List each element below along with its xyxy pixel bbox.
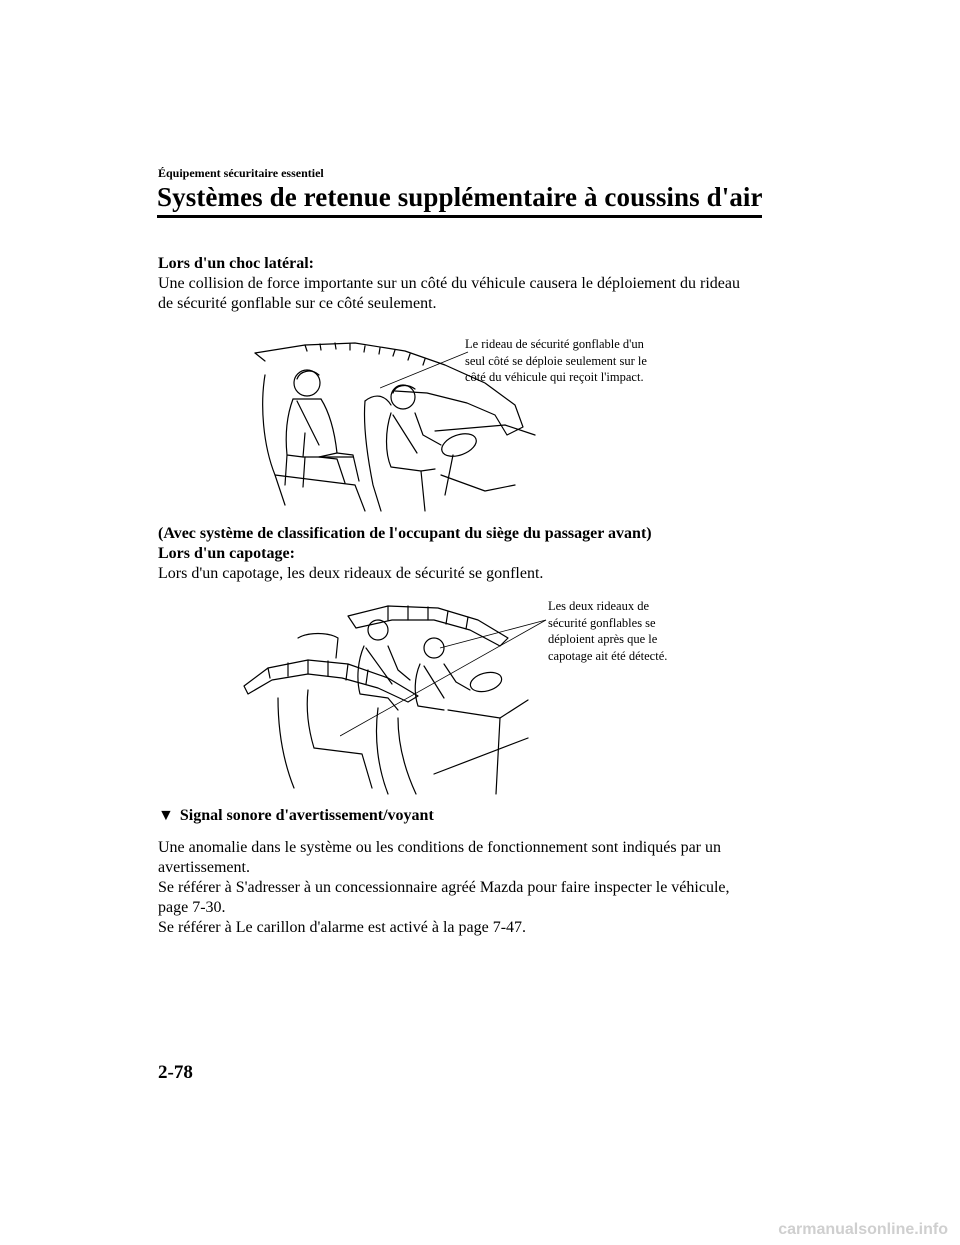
page-title: Systèmes de retenue supplémentaire à coussins d'air (157, 182, 763, 212)
warning-p2-line-2: page 7-30. (158, 899, 226, 916)
footer-watermark: carmanualsonline.info (778, 1221, 948, 1238)
rollover-condition: (Avec système de classification de l'occupant du siège du passager avant) (158, 525, 652, 542)
rollover-heading: Lors d'un capotage: (158, 545, 295, 562)
warning-p2-line-1: Se référer à S'adresser à un concessionnaire agréé Mazda pour faire inspecter le véhicule, (158, 879, 730, 896)
callout-leader-2 (340, 618, 550, 738)
side-impact-heading: Lors d'un choc latéral: (158, 255, 314, 272)
warning-p3: Se référer à Le carillon d'alarme est activé à la page 7-47. (158, 919, 527, 936)
page-number: 2-78 (158, 1062, 193, 1083)
warning-p1-line-2: avertissement. (158, 859, 250, 876)
callout-2-line-1: Les deux rideaux de (548, 599, 650, 613)
rollover-callout (548, 598, 778, 664)
callout-1-line-2: seul côté se déploie seulement sur le (465, 353, 647, 368)
callout-2-line-3: déploient après que le (548, 632, 658, 646)
warning-p1-line-1: Une anomalie dans le système ou les conditions de fonctionnement sont indiqués par un (158, 839, 721, 856)
callout-2-line-2: sécurité gonflables se (548, 615, 656, 630)
side-impact-line-2: de sécurité gonflable sur ce côté seulement. (158, 295, 437, 312)
warning-heading: Signal sonore d'avertissement/voyant (179, 807, 434, 824)
callout-1-line-3: côté du véhicule qui reçoit l'impact. (465, 370, 644, 384)
triangle-down-icon: ▼ (158, 807, 174, 824)
warning-heading-row (158, 806, 768, 826)
side-impact-line-1: Une collision de force importante sur un côté du véhicule causera le déploiement du rideau (158, 275, 741, 292)
rollover-line-1: Lors d'un capotage, les deux rideaux de sécurité se gonflent. (158, 565, 544, 582)
callout-1-line-1: Le rideau de sécurité gonflable d'un (465, 337, 644, 351)
title-rule (157, 215, 762, 218)
callout-2-line-4: capotage ait été détecté. (548, 648, 668, 663)
section-label: Équipement sécuritaire essentiel (158, 166, 324, 180)
side-curtain-callout (465, 336, 695, 386)
